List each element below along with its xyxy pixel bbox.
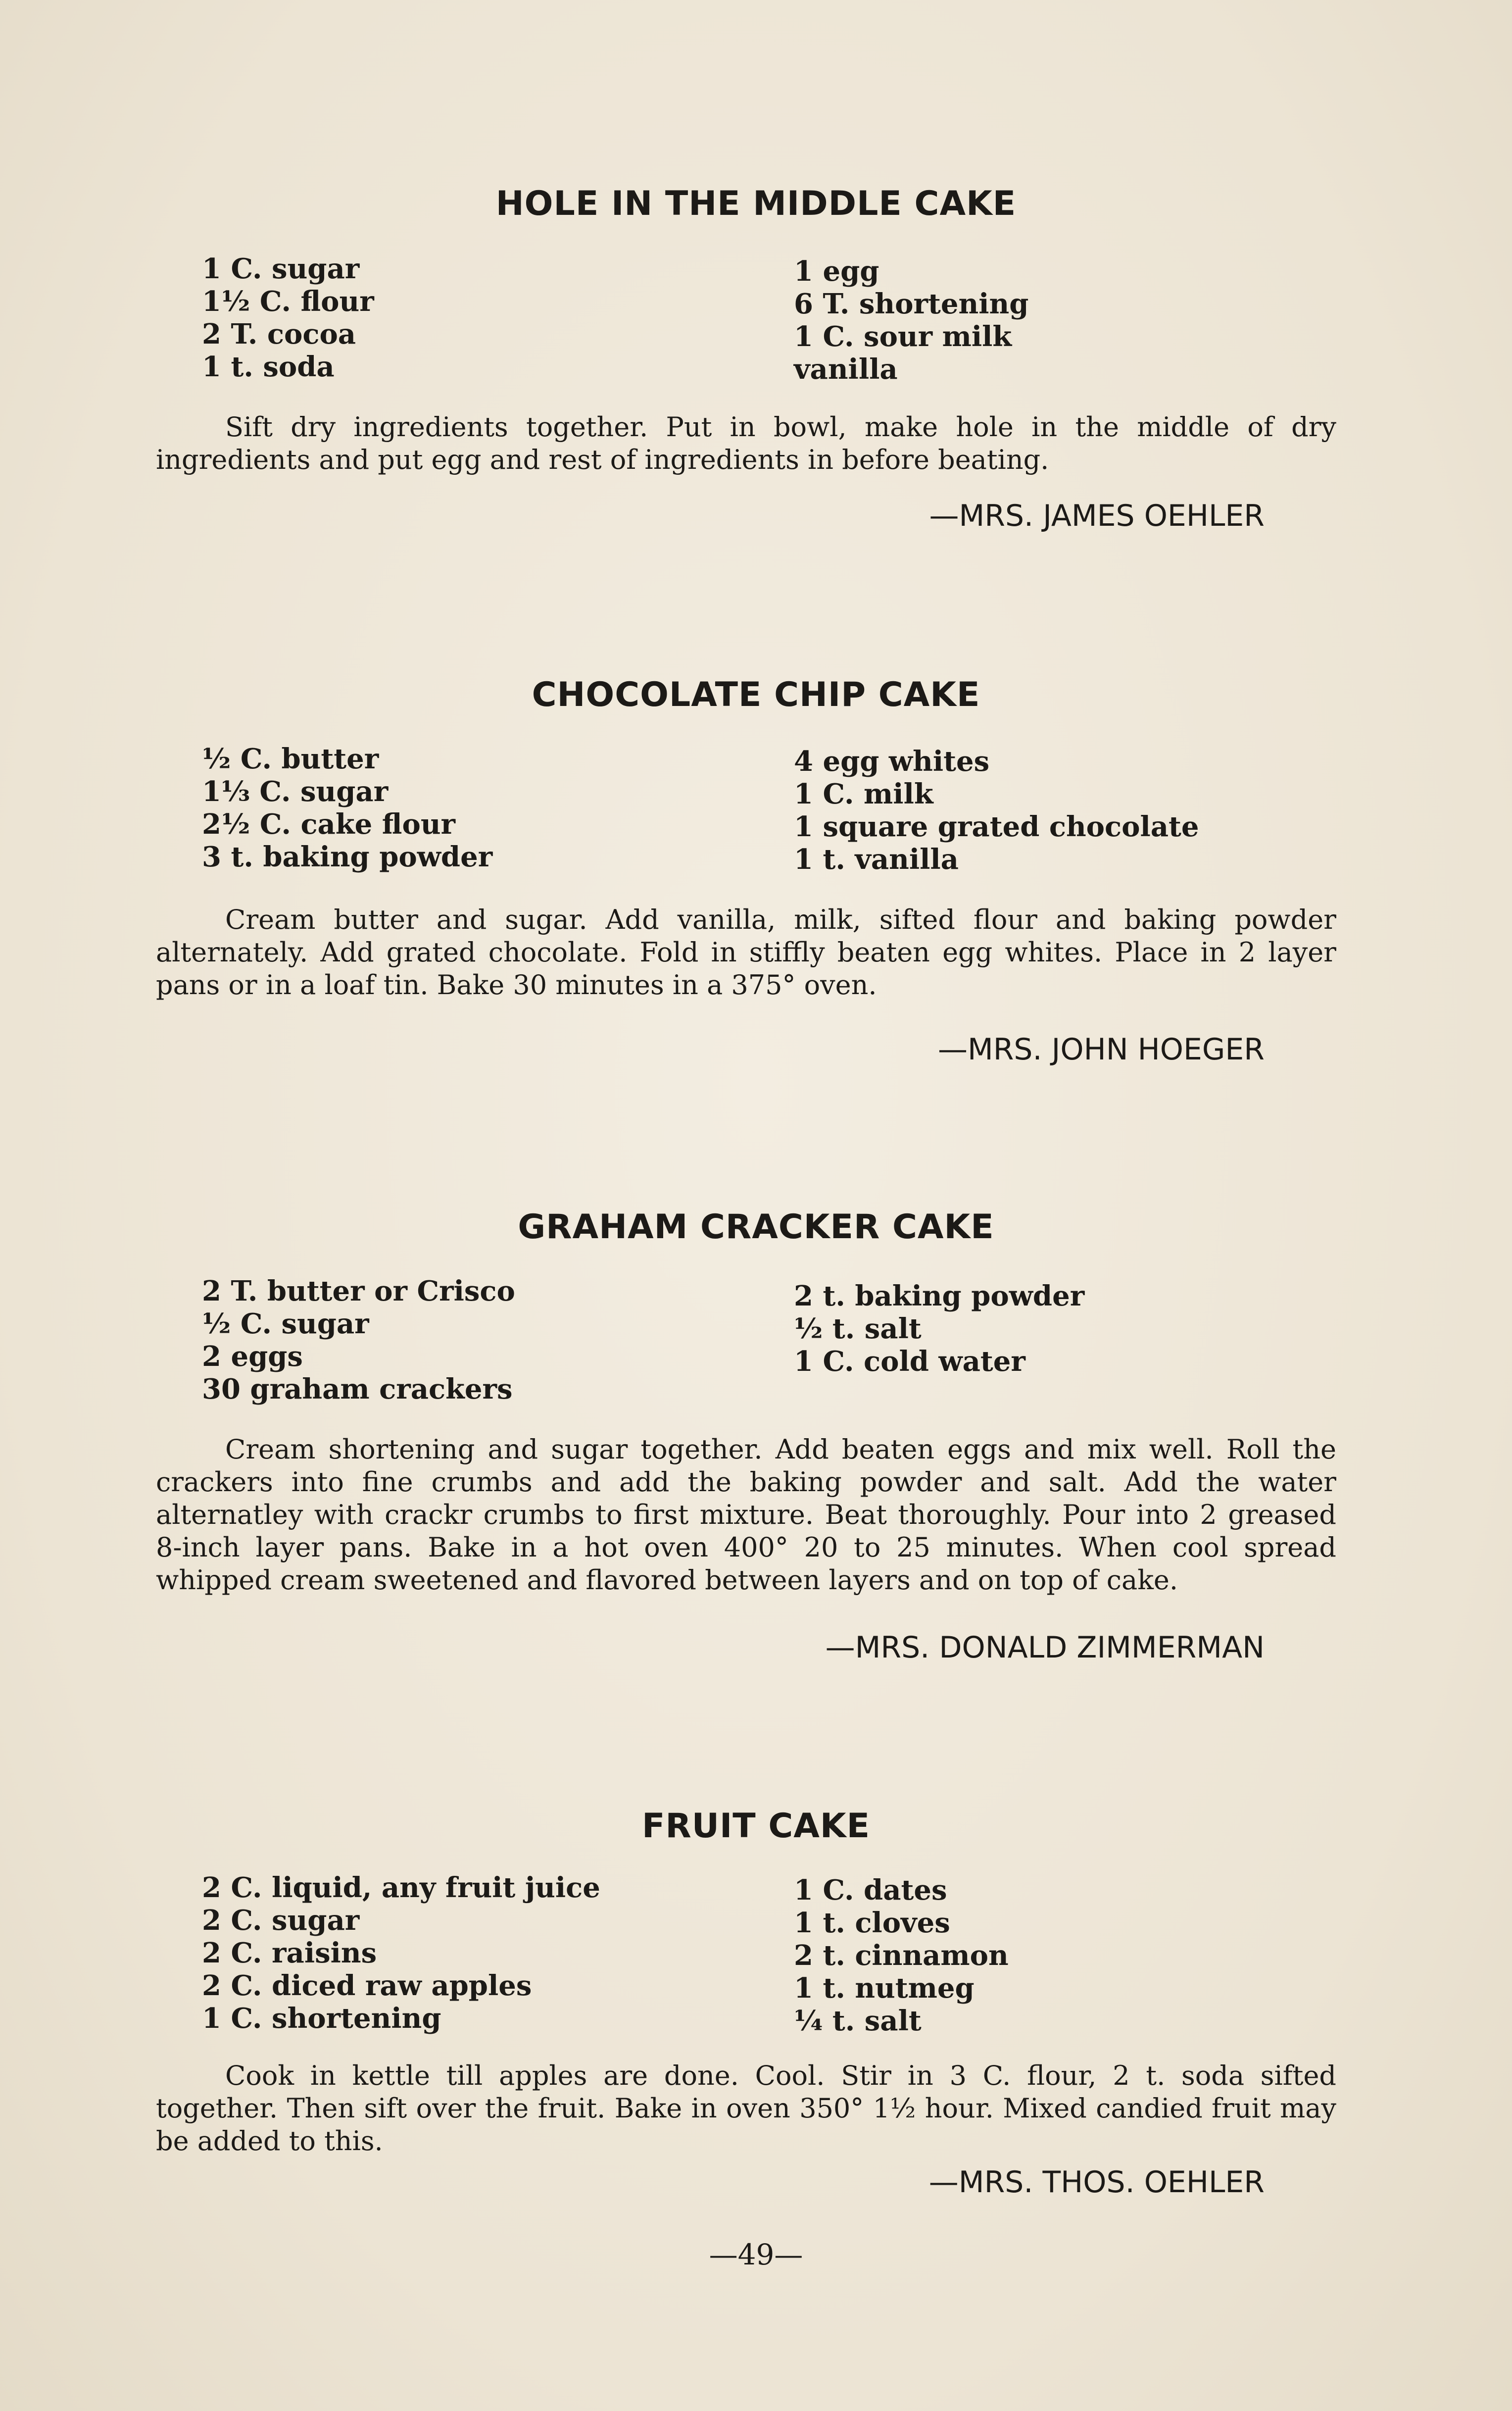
ingredient: 2 C. liquid, any fruit juice: [202, 1871, 600, 1904]
ingredient: vanilla: [794, 353, 898, 386]
recipe-author: —MRS. JAMES OEHLER: [929, 499, 1265, 533]
ingredient: 1 egg: [794, 255, 879, 288]
ingredient: 2 t. cinnamon: [794, 1939, 1009, 1972]
recipe-title: GRAHAM CRACKER CAKE: [518, 1207, 994, 1247]
ingredient: ¼ t. salt: [794, 2005, 922, 2037]
ingredient-list-left: [202, 1871, 600, 2035]
ingredient: 1 C. cold water: [794, 1345, 1025, 1378]
recipe-author: —MRS. JOHN HOEGER: [937, 1032, 1265, 1067]
ingredient: 1½ C. flour: [202, 285, 374, 318]
ingredient: 1 C. shortening: [202, 2002, 441, 2035]
ingredient: 2½ C. cake flour: [202, 808, 456, 841]
ingredient: 6 T. shortening: [794, 288, 1029, 320]
ingredient: 1 C. sugar: [202, 252, 360, 285]
recipe-title: FRUIT CAKE: [641, 1807, 871, 1846]
ingredient: 2 eggs: [202, 1340, 303, 1373]
recipe-author: —MRS. THOS. OEHLER: [928, 2165, 1265, 2200]
ingredient: 2 C. diced raw apples: [202, 1969, 532, 2002]
ingredient: 2 t. baking powder: [794, 1280, 1085, 1312]
recipe-title: CHOCOLATE CHIP CAKE: [532, 675, 980, 714]
method-text: Cream butter and sugar. Add vanilla, milk, sifted flour and baking powder alternately. Add grated chocolate. Fold in stiffly beaten egg whites. Place in 2 layer pans or in a loaf tin. Bake 30 minutes in a 375° oven.: [156, 904, 1336, 1001]
ingredient: 2 T. cocoa: [202, 318, 356, 351]
recipe-method: [156, 411, 1336, 476]
recipe-method: [156, 904, 1336, 1002]
ingredient: 1 t. vanilla: [794, 843, 959, 876]
ingredient: ½ t. salt: [794, 1312, 922, 1345]
ingredient: 30 graham crackers: [202, 1373, 513, 1406]
ingredient: 1 t. nutmeg: [794, 1972, 975, 2005]
ingredient: ½ C. butter: [202, 743, 379, 775]
recipe-method: [156, 1433, 1336, 1597]
ingredient-list-right: [794, 745, 1199, 876]
ingredient-list-right: [794, 255, 1028, 386]
ingredient: 3 t. baking powder: [202, 841, 493, 873]
ingredient: 1 t. cloves: [794, 1907, 950, 1939]
recipe-title: HOLE IN THE MIDDLE CAKE: [495, 184, 1017, 223]
method-text: Cream shortening and sugar together. Add beaten eggs and mix well. Roll the crackers into fine crumbs and add the baking powder and salt. Add the water alternatley with crackr crumbs to first mixture. Beat thoroughly. Pour into 2 greased 8-inch layer pans. Bake in a hot oven 400° 20 to 25 minutes. When cool spread whipped cream sweetened and flavored between layers and on top of cake.: [156, 1434, 1336, 1596]
recipe-method: [156, 2059, 1336, 2158]
method-text: Cook in kettle till apples are done. Cool. Stir in 3 C. flour, 2 t. soda sifted together. Then sift over the fruit. Bake in oven 350° 1½ hour. Mixed candied fruit may be added to this.: [156, 2060, 1336, 2157]
recipe-author: —MRS. DONALD ZIMMERMAN: [825, 1630, 1265, 1665]
ingredient-list-right: [794, 1280, 1084, 1378]
ingredient-list-left: [202, 743, 492, 873]
ingredient: 1 C. sour milk: [794, 320, 1012, 353]
ingredient-list-right: [794, 1874, 1009, 2037]
ingredient: 2 T. butter or Crisco: [202, 1275, 515, 1307]
ingredient-list-left: [202, 1275, 515, 1406]
ingredient: 2 C. sugar: [202, 1904, 360, 1937]
ingredient: 1 C. milk: [794, 778, 933, 810]
page-number: —49—: [709, 2238, 803, 2271]
ingredient: 1 square grated chocolate: [794, 810, 1199, 843]
ingredient: 4 egg whites: [794, 745, 990, 778]
ingredient: 2 C. raisins: [202, 1937, 377, 1969]
method-text: Sift dry ingredients together. Put in bowl, make hole in the middle of dry ingredients and put egg and rest of ingredients in before beating.: [156, 411, 1336, 475]
ingredient: 1⅓ C. sugar: [202, 775, 389, 808]
ingredient: ½ C. sugar: [202, 1307, 369, 1340]
ingredient: 1 C. dates: [794, 1874, 947, 1907]
ingredient-list-left: [202, 252, 374, 383]
ingredient: 1 t. soda: [202, 351, 335, 383]
